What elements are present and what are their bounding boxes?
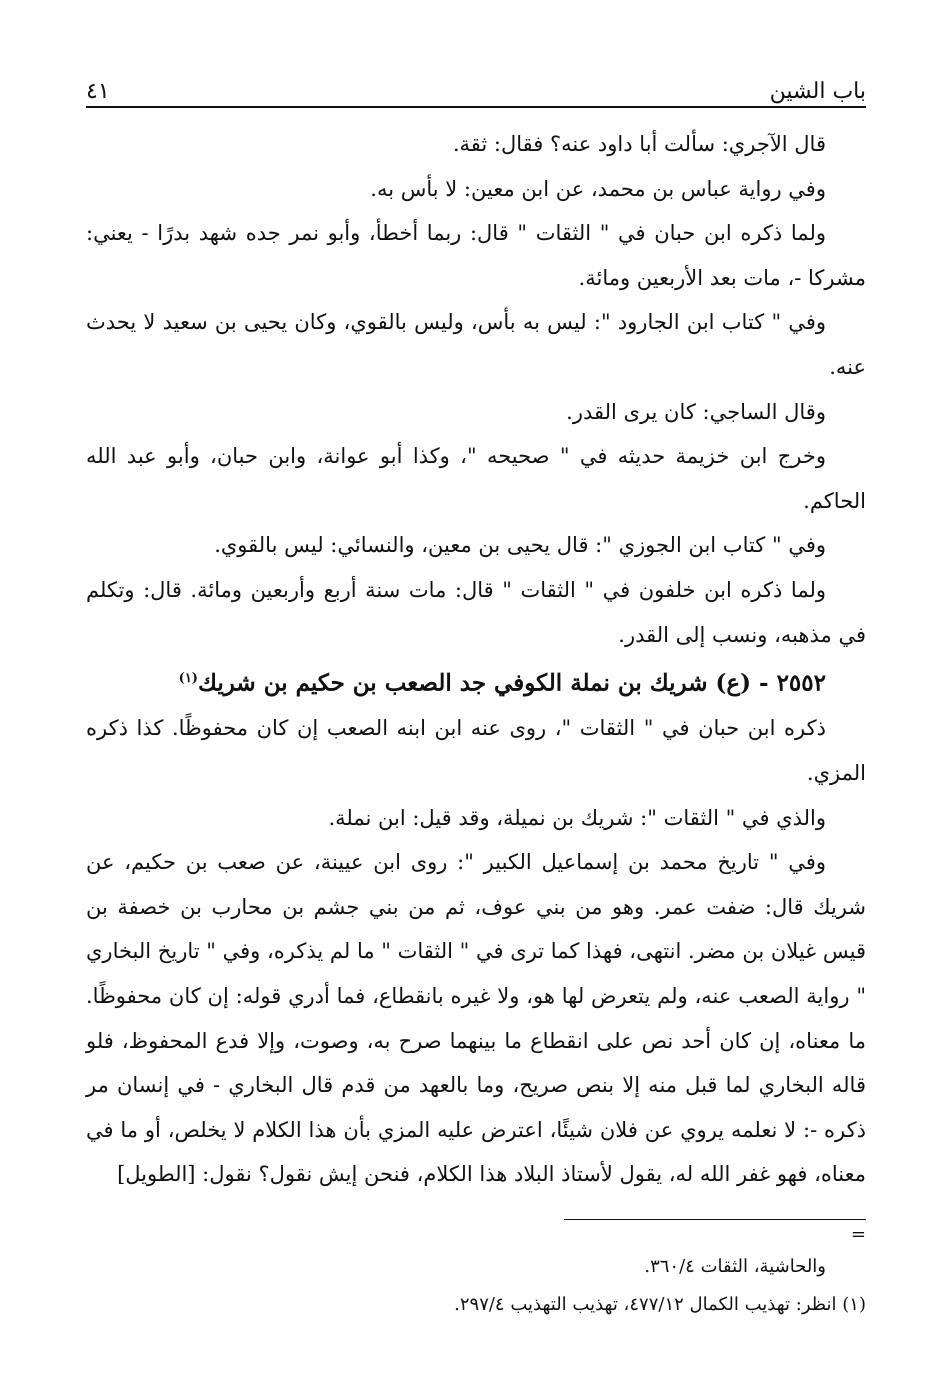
footnote-separator [564,1219,866,1220]
entry-heading [86,657,866,706]
paragraph: وفي " تاريخ محمد بن إسماعيل الكبير ": روى ابن عيينة، عن صعب بن حكيم، عن شريك قال: ضفت عمر. وهو من بني عوف، ثم من بني جشم بن محارب بن خصفة بن قيس غيلان بن مضر. انتهى، فهذا كما ترى في " الثقات " ما لم يذكره، وفي " تاريخ البخاري " رواية الصعب عنه، ولم يتعرض لها هو، ولا غيره بانقطاع، فما أدري قوله: إن كان محفوظًا. ما معناه، إن كان أحد نص على انقطاع ما بينهما صرح به، وصوت، وإلا فدع المحفوظ، فلو قاله البخاري لما قبل منه إلا بنص صريح، وما بالعهد من قدم قال البخاري - في إنسان مر ذكره -: لا نعلمه يروي عن فلان شيئًا، اعترض عليه المزي بأن هذا الكلام لا يخلص، أو ما في معناه، فهو غفر الله له، يقول لأستاذ البلاد هذا الكلام، فنحن إيش نقول؟ نقول: [الطويل] [86,850,866,1187]
running-header [86,60,866,104]
footnote-reference: (١) [178,671,198,687]
paragraph: ولما ذكره ابن خلفون في " الثقات " قال: مات سنة أربع وأربعين ومائة. قال: وتكلم في مذهبه، ونسب إلى القدر. [86,577,866,647]
main-text [86,122,866,1197]
footnote-1: (١) انظر: تهذيب الكمال ٤٧٧/١٢، تهذيب التهذيب ٢٩٧/٤. [454,1294,866,1315]
paragraph: وقال الساجي: كان يرى القدر. [566,399,826,424]
paragraph: وفي " كتاب ابن الجوزي ": قال يحيى بن معين، والنسائي: ليس بالقوي. [214,533,826,558]
page-number: ٤١ [86,79,110,104]
paragraph: ولما ذكره ابن حبان في " الثقات " قال: ربما أخطأ، وأبو نمر جده شهد بدرًا - يعني: مشركا -، مات بعد الأربعين ومائة. [86,221,866,290]
paragraph: والذي في " الثقات ": شريك بن نميلة، وقد قيل: ابن نملة. [328,805,826,830]
chapter-title: باب الشين [769,79,866,104]
header-rule [86,106,866,108]
paragraph: وخرج ابن خزيمة حديثه في " صحيحه "، وكذا أبو عوانة، وابن حبان، وأبو عبد الله الحاكم. [86,444,866,513]
paragraph: وفي " كتاب ابن الجارود ": ليس به بأس، وليس بالقوي، وكان يحيى بن سعيد لا يحدث عنه. [86,310,866,379]
paragraph: وفي رواية عباس بن محمد، عن ابن معين: لا بأس به. [370,176,826,201]
paragraph: قال الآجري: سألت أبا داود عنه؟ فقال: ثقة. [452,132,826,156]
footnote-continuation-mark: = [850,1224,866,1245]
paragraph: ذكره ابن حبان في " الثقات "، روى عنه ابن ابنه الصعب إن كان محفوظًا. كذا ذكره المزي. [86,716,866,785]
entry-heading-text: ٢٥٥٢ - (ع) شريك بن نملة الكوفي جد الصعب بن حكيم بن شريك [197,669,826,697]
footnote-continued: والحاشية، الثقات ٣٦٠/٤. [644,1256,826,1277]
footnotes [86,1248,866,1324]
